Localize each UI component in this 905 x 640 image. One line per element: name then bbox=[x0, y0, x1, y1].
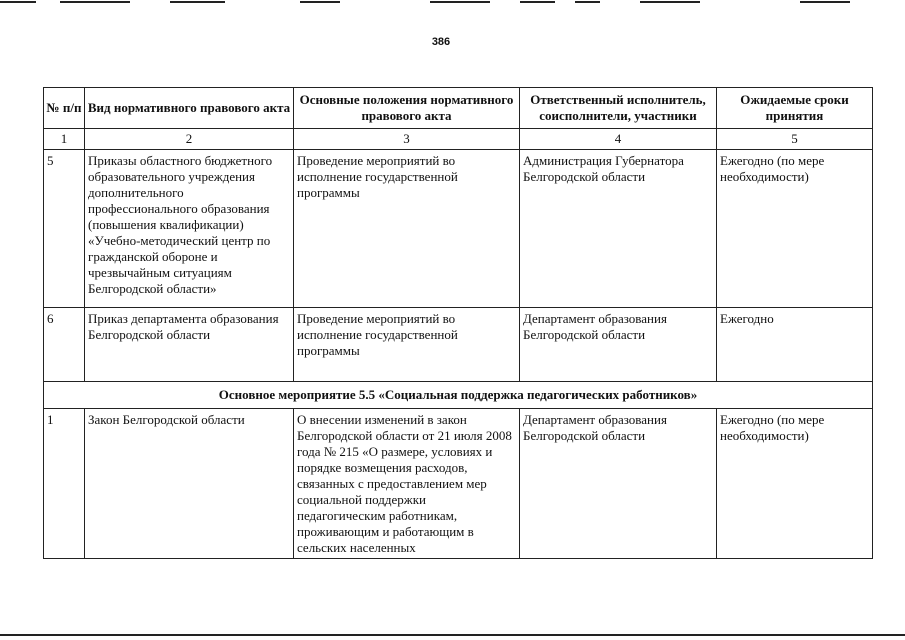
column-number: 4 bbox=[520, 129, 717, 150]
row-num: 1 bbox=[44, 409, 85, 559]
legal-acts-table bbox=[43, 87, 873, 559]
column-number: 1 bbox=[44, 129, 85, 150]
column-number: 5 bbox=[717, 129, 873, 150]
table-row bbox=[44, 308, 873, 382]
row-provisions: Проведение мероприятий во исполнение государственной программы bbox=[294, 150, 520, 308]
header-row bbox=[44, 88, 873, 129]
row-executor: Департамент образования Белгородской области bbox=[520, 308, 717, 382]
scan-edge-top bbox=[0, 0, 905, 4]
row-num: 6 bbox=[44, 308, 85, 382]
header-act-type: Вид нормативного правового акта bbox=[85, 88, 294, 129]
row-provisions: Проведение мероприятий во исполнение государственной программы bbox=[294, 308, 520, 382]
row-deadline: Ежегодно (по мере необходимости) bbox=[717, 409, 873, 559]
row-act-type: Закон Белгородской области bbox=[85, 409, 294, 559]
column-number: 2 bbox=[85, 129, 294, 150]
row-deadline: Ежегодно bbox=[717, 308, 873, 382]
section-title: Основное мероприятие 5.5 «Социальная поддержка педагогических работников» bbox=[44, 382, 873, 409]
section-row bbox=[44, 382, 873, 409]
header-executor: Ответственный исполнитель, соисполнители, участники bbox=[520, 88, 717, 129]
row-act-type: Приказ департамента образования Белгородской области bbox=[85, 308, 294, 382]
scan-edge-bottom bbox=[0, 634, 905, 636]
table-row bbox=[44, 150, 873, 308]
row-executor: Департамент образования Белгородской области bbox=[520, 409, 717, 559]
row-deadline: Ежегодно (по мере необходимости) bbox=[717, 150, 873, 308]
table-row bbox=[44, 409, 873, 559]
column-number: 3 bbox=[294, 129, 520, 150]
header-provisions: Основные положения нормативного правового акта bbox=[294, 88, 520, 129]
header-deadline: Ожидаемые сроки принятия bbox=[717, 88, 873, 129]
row-act-type: Приказы областного бюджетного образовательного учреждения дополнительного профессионального образования (повышения квалификации) «Учебно-методический центр по гражданской обороне и чрезвычайным ситуациям Белгородской области» bbox=[85, 150, 294, 308]
page-number: 386 bbox=[431, 36, 451, 48]
row-provisions: О внесении изменений в закон Белгородской области от 21 июля 2008 года № 215 «О размере, условиях и порядке возмещения расходов, связанных с предоставлением мер социальной поддержки педагогическим работникам, проживающим и работающим в сельских населенных bbox=[294, 409, 520, 559]
row-num: 5 bbox=[44, 150, 85, 308]
column-numbers-row bbox=[44, 129, 873, 150]
row-executor: Администрация Губернатора Белгородской области bbox=[520, 150, 717, 308]
header-num: № п/п bbox=[44, 88, 85, 129]
